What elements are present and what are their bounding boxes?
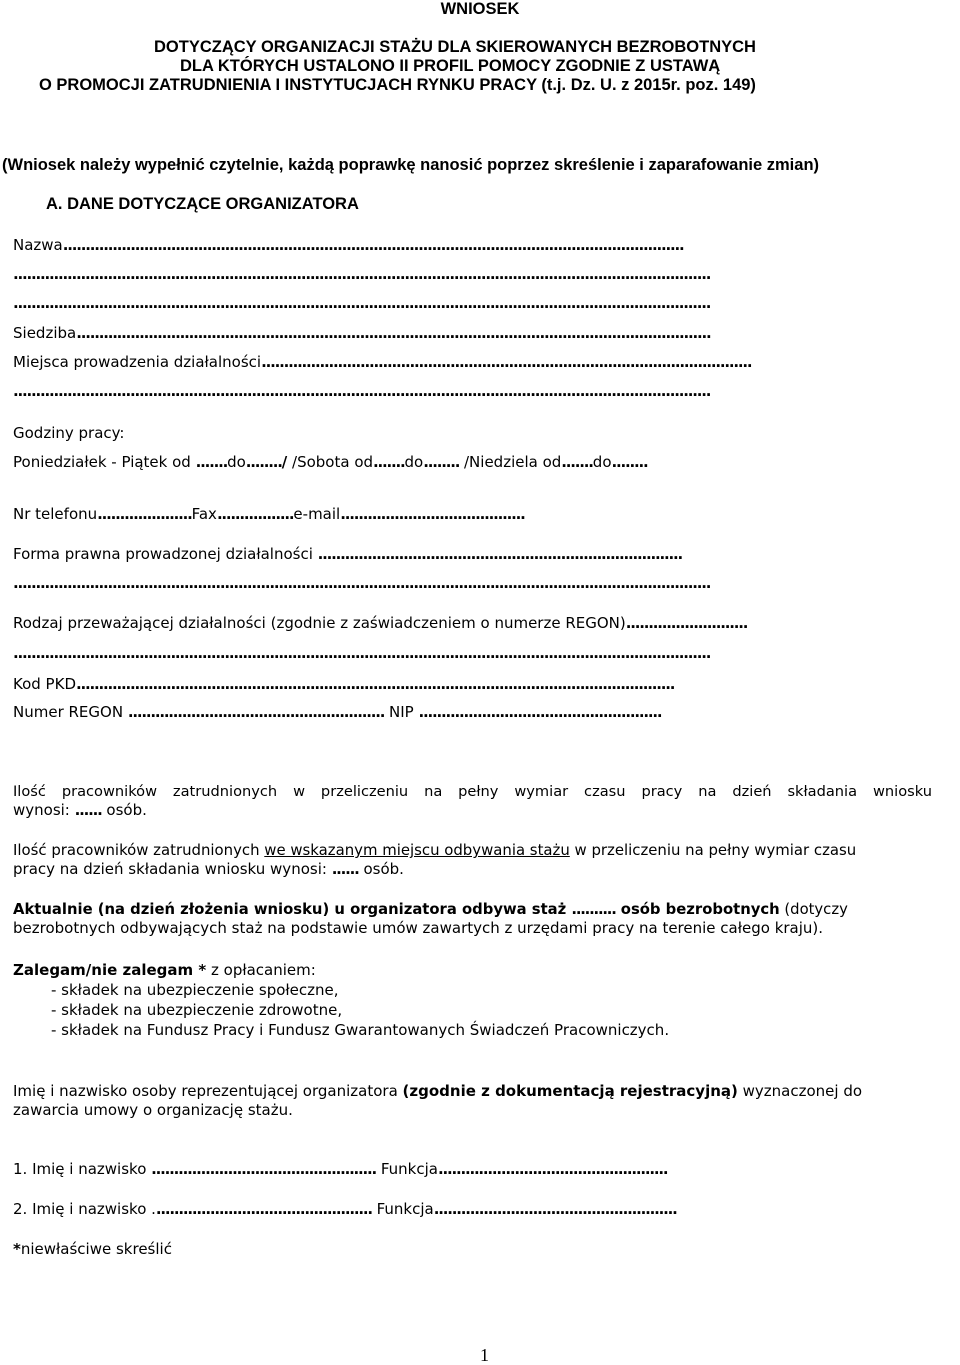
telefon-label: Nr telefonu [13,505,98,523]
person-1-function-label: Funkcja [376,1160,438,1178]
miejsca-dots: ............................................................................................................. [261,353,752,371]
person-2-function-label: Funkcja [371,1200,434,1218]
person-2-dots: ................................................ [155,1200,372,1218]
employees-location-text-3: pracy na dzień składania wniosku wynosi: [13,860,332,878]
sunday-from: ....... [561,453,593,471]
employees-total-unit: osób. [101,801,147,819]
nazwa-dots: .......................................................................................................................................... [62,236,684,254]
email-dots: ......................................... [340,505,525,523]
forma-label: Forma prawna prowadzonej działalności [13,545,318,563]
footnote-star: * [13,1240,21,1258]
nazwa-label: Nazwa [13,236,63,254]
person-1-dots: .................................................. [151,1160,377,1178]
employees-total-line-1: Ilość pracowników zatrudnionych w przeliczeniu na pełny wymiar czasu pracy na dzień składania wniosku [13,783,932,800]
regon-label: Numer REGON [13,703,128,721]
contributions-item: - składek na Fundusz Pracy i Fundusz Gwarantowanych Świadczeń Pracowniczych. [51,1021,670,1039]
employees-total-dots: ...... [74,801,102,819]
person-2-row [13,1200,677,1219]
employees-location-line-1 [13,841,856,860]
person-1-label: 1. Imię i nazwisko [13,1160,152,1178]
interns-line-1 [13,900,848,919]
sunday-label: /Niedziela od [459,453,562,471]
employees-location-unit: osób. [358,860,404,878]
saturday-slash: / [281,453,288,471]
monday-friday-from: ....... [195,453,228,471]
contributions-item: - składek na ubezpieczenie zdrowotne, [51,1001,343,1019]
person-2-label: 2. Imię i nazwisko . [13,1200,156,1218]
pkd-label: Kod PKD [13,675,76,693]
employees-location-text: Ilość pracowników zatrudnionych [13,841,265,859]
miejsca-line-2: ........................................................................................................................................................... [13,382,711,400]
saturday-to: ........ [423,453,460,471]
fax-label: Fax [191,505,217,523]
godziny-label: Godziny pracy: [13,424,125,442]
rodzaj-dots: ........................... [625,614,748,632]
person-1-function-dots: ................................................... [437,1160,668,1178]
miejsca-field [13,353,928,372]
sunday-to: ........ [611,453,648,471]
miejsca-label: Miejsca prowadzenia działalności [13,353,262,371]
interns-dots: .......... [571,901,616,918]
rodzaj-field [13,614,938,633]
employees-location-underlined: we wskazanym miejscu odbywania stażu [264,841,570,859]
contributions-text: z opłacaniem: [206,961,316,979]
contributions-heading [13,961,316,980]
rodzaj-label: Rodzaj przeważającej działalności (zgodnie z zaświadczeniem o numerze REGON) [13,614,626,632]
document-title: WNIOSEK [440,0,520,18]
monday-friday-label: Poniedziałek - Piątek od [13,453,196,471]
instruction-note: (Wniosek należy wypełnić czytelnie, każdą poprawkę nanosić poprzez skreślenie i zaparafowanie zmian) [2,156,820,174]
employees-total-text: wynosi: [13,801,75,819]
person-1-row [13,1160,667,1179]
footnote-text: niewłaściwe skreślić [20,1240,172,1258]
page-number: 1 [480,1345,489,1365]
siedziba-field [13,324,928,343]
contact-row [13,505,525,524]
telefon-dots: ..................... [97,505,192,523]
employees-location-text-2: w przeliczeniu na pełny wymiar czasu [569,841,857,859]
regon-dots: ......................................................... [127,703,385,721]
forma-field [13,545,928,564]
fax-dots: ................. [216,505,294,523]
header-line-1: DOTYCZĄCY ORGANIZACJI STAŻU DLA SKIEROWANYCH BEZROBOTNYCH [154,38,756,56]
contributions-item: - składek na ubezpieczenie społeczne, [51,981,339,999]
representative-bold: (zgodnie z dokumentacją rejestracyjną) [402,1082,738,1100]
representative-text-2: wyznaczonej do [737,1082,863,1100]
nazwa-line-2: ........................................................................................................................................................... [13,265,711,283]
pkd-dots: ..................................................................................................................................... [76,675,675,693]
siedziba-label: Siedziba [13,324,77,342]
saturday-label: /Sobota od [287,453,374,471]
interns-text: (dotyczy [779,901,848,918]
siedziba-dots: ............................................................................................................................................. [76,324,711,342]
do-label: do [592,453,612,471]
nip-label: NIP [384,703,419,721]
employees-total-line-2 [13,801,147,820]
rodzaj-line-2: ........................................................................................................................................................... [13,644,711,662]
employees-location-line-2 [13,860,404,879]
interns-bold-text: Aktualnie (na dzień złożenia wniosku) u organizatora odbywa staż [13,901,572,918]
nip-dots: ...................................................... [418,703,662,721]
interns-bold-text-2: osób bezrobotnych [615,901,780,918]
footnote [13,1240,172,1259]
forma-line-2: ........................................................................................................................................................... [13,574,711,592]
header-line-2: DLA KTÓRYCH USTALONO II PROFIL POMOCY ZGODNIE Z USTAWĄ [180,57,721,75]
pkd-field [13,675,925,694]
representative-line-1 [13,1082,862,1101]
section-a-title: A. DANE DOTYCZĄCE ORGANIZATORA [46,195,359,213]
contributions-bold: Zalegam/nie zalegam * [13,961,207,979]
interns-line-2: bezrobotnych odbywających staż na podstawie umów zawartych z urzędami pracy na terenie całego kraju). [13,919,824,937]
nazwa-field [13,236,684,255]
do-label: do [404,453,424,471]
employees-location-dots: ...... [331,860,359,878]
representative-text: Imię i nazwisko osoby reprezentującej organizatora [13,1082,403,1100]
regon-nip-row [13,703,933,722]
header-line-3: O PROMOCJI ZATRUDNIENIA I INSTYTUCJACH RYNKU PRACY (t.j. Dz. U. z 2015r. poz. 149) [39,76,756,94]
representative-line-2: zawarcia umowy o organizację stażu. [13,1101,293,1119]
forma-dots: ................................................................................. [317,545,683,563]
monday-friday-to: ........ [245,453,282,471]
email-label: e-mail [293,505,341,523]
saturday-from: ....... [373,453,405,471]
nazwa-line-3: ........................................................................................................................................................... [13,294,711,312]
hours-row [13,453,938,472]
do-label: do [227,453,246,471]
person-2-function-dots: ...................................................... [433,1200,677,1218]
